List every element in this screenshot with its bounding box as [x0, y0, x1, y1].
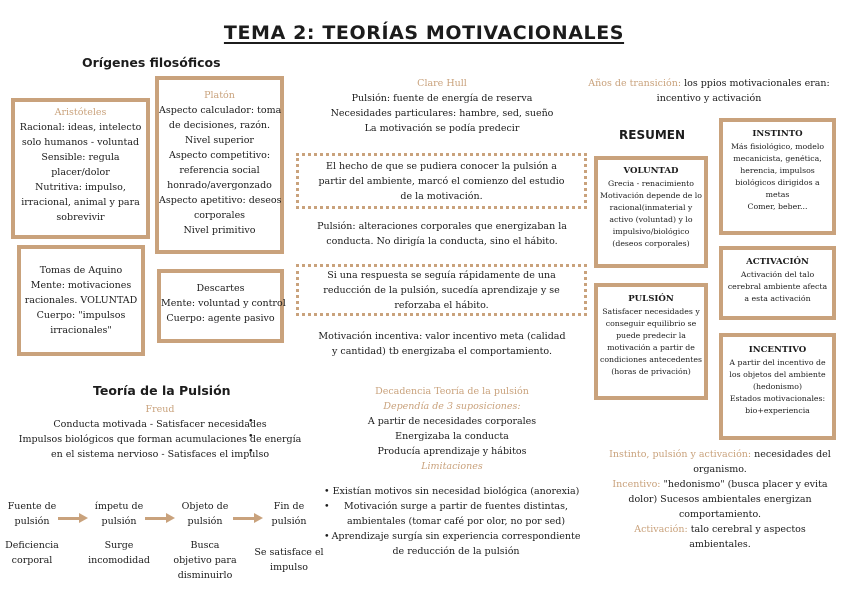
incentivo-name: INCENTIVO — [748, 345, 807, 355]
resumen-heading: RESUMEN — [619, 128, 686, 142]
pulsion-def-line: conducta. No dirigía la conducta, sino el hábito. — [326, 236, 558, 247]
aristoteles-line: Racional: ideas, intelecto — [19, 122, 142, 133]
flow-step-fin — [260, 499, 318, 529]
pulsion-line: condiciones antecedentes — [599, 355, 702, 364]
inc-text: comportamiento. — [678, 509, 762, 520]
incentiva-line: Motivación incentiva: valor incentivo meta (calidad — [318, 331, 566, 342]
aristoteles-line: Sensible: regula — [41, 152, 120, 163]
platon-line: Aspecto apetitivo: deseos — [159, 195, 282, 206]
pulsion-def-line: Pulsión: alteraciones corporales que energizaban la — [317, 221, 567, 232]
voluntad-box — [594, 156, 708, 268]
ipa-text: organismo. — [693, 464, 747, 475]
dotted-line: de la motivación. — [400, 191, 483, 202]
act-text: ambientales. — [689, 539, 751, 550]
voluntad-line: racional(inmaterial y — [609, 203, 693, 212]
origenes-heading: Orígenes filosóficos — [82, 55, 221, 70]
incentiva-line: y cantidad) tb energizaba el comportamiento. — [331, 346, 552, 357]
flow-result-line: Surge — [104, 540, 134, 551]
list-item: • Producía aprendizaje y hábitos — [316, 444, 588, 459]
instinto-box — [719, 118, 836, 235]
hull-name: Clare Hull — [417, 78, 467, 89]
pulsion-box — [594, 283, 708, 400]
arrow-icon — [58, 513, 88, 523]
list-item: • A partir de necesidades corporales — [316, 414, 588, 429]
platon-line: Aspecto competitivo: — [168, 150, 271, 161]
decadencia-heading: Decadencia Teoría de la pulsión — [375, 386, 529, 397]
voluntad-line: activo (voluntad) y lo — [609, 215, 693, 224]
bullet-icon: • — [324, 501, 330, 512]
incentivo-line: Estados motivacionales: — [729, 394, 826, 403]
instinto-line: biológicos dirigidos a — [735, 178, 820, 187]
inc-text: "hedonismo" (busca placer y evita — [660, 479, 828, 490]
descartes-box — [157, 269, 284, 343]
decadencia-subheading: Dependía de 3 suposiciones: — [383, 401, 521, 412]
dotted-line: reforzaba el hábito. — [394, 300, 489, 311]
limitaciones-label: Limitaciones — [421, 461, 483, 472]
tomas-line: Cuerpo: "impulsos — [36, 310, 126, 321]
incentivo-line: (hedonismo) — [752, 382, 802, 391]
hull-section — [294, 76, 590, 136]
hull-dotted-box-1 — [296, 153, 587, 209]
arrow-icon — [145, 513, 175, 523]
flow-result-objeto — [166, 538, 244, 583]
limitacion-line: ambientales (tomar café por olor, no por sed) — [346, 516, 566, 527]
instinto-line: Comer, beber... — [747, 202, 808, 211]
flow-result-line: Deficiencia — [5, 540, 59, 551]
tomas-line: racionales. VOLUNTAD — [24, 295, 138, 306]
transicion-text: los ppios motivacionales eran: — [681, 78, 830, 89]
flow-step-fuente — [0, 499, 64, 529]
flow-result-line: disminuirlo — [177, 570, 233, 581]
descartes-line: Descartes — [196, 283, 245, 294]
aristoteles-line: Nutritiva: impulso, — [35, 182, 126, 193]
activacion-name: ACTIVACIÓN — [746, 257, 809, 267]
arrow-icon — [233, 513, 263, 523]
list-item — [316, 484, 596, 499]
instinto-line: metas — [765, 190, 790, 199]
activacion-line: a esta activación — [744, 294, 811, 303]
tomas-line: Mente: motivaciones — [30, 280, 132, 291]
flow-step-title: Fin de — [273, 501, 305, 512]
hull-intro-line: Necesidades particulares: hambre, sed, sueño — [330, 108, 554, 119]
activacion-line: cerebral ambiente afecta — [727, 282, 828, 291]
flow-result-line: Busca — [190, 540, 220, 551]
list-item: • Energizaba la conducta — [316, 429, 588, 444]
hull-intro-line: Pulsión: fuente de energía de reserva — [351, 93, 533, 104]
teoria-heading: Teoría de la Pulsión — [93, 383, 231, 398]
voluntad-line: Grecia - renacimiento — [608, 179, 694, 188]
flow-step-impetu — [86, 499, 152, 529]
dotted-line: Si una respuesta se seguía rápidamente de una — [327, 270, 556, 281]
pulsion-line: puede predecir la — [616, 331, 686, 340]
flow-step-title: pulsión — [14, 516, 50, 527]
freud-line: Conducta motivada - Satisfacer necesidades — [53, 419, 267, 430]
aristoteles-line: placer/dolor — [51, 167, 110, 178]
inc-text: dolor) Sucesos ambientales energizan — [628, 494, 812, 505]
bullet-icon: • — [324, 486, 330, 497]
aristoteles-line: sobrevivir — [56, 212, 105, 223]
freud-name: Freud — [145, 404, 175, 415]
decadencia-section — [316, 384, 588, 474]
limitacion-line: Existían motivos sin necesidad biológica (anorexia) — [332, 486, 580, 497]
limitacion-line: Aprendizaje surgía sin experiencia correspondiente — [331, 531, 581, 542]
act-label: Activación: — [634, 524, 688, 535]
voluntad-line: impulsivo/biológico — [612, 227, 690, 236]
dotted-line: partir del ambiente, marcó el comienzo del estudio — [318, 176, 565, 187]
incentivo-line: bio+experiencia — [745, 406, 810, 415]
incentivo-box — [719, 333, 836, 440]
platon-line: referencia social — [179, 165, 260, 176]
platon-line: Aspecto calculador: toma — [159, 105, 282, 116]
incentivo-line: los objetos del ambiente — [729, 370, 826, 379]
pulsion-line: conseguir equilibrio se — [605, 319, 697, 328]
list-item — [316, 499, 596, 529]
list-item — [316, 529, 596, 559]
hull-intro-line: La motivación se podía predecir — [364, 123, 520, 134]
pulsion-line: Satisfacer necesidades y — [602, 307, 700, 316]
bullet-icon: • — [324, 531, 330, 542]
flow-step-objeto — [172, 499, 238, 529]
freud-line: Impulsos biológicos que forman acumulaciones de energía — [18, 434, 302, 445]
aristoteles-box — [11, 98, 150, 239]
transicion — [578, 76, 840, 106]
platon-name: Platón — [204, 90, 235, 101]
flow-result-line: objetivo para — [173, 555, 237, 566]
flow-step-title: pulsión — [271, 516, 307, 527]
flow-result-impetu — [80, 538, 158, 568]
flow-result-line: Se satisface el — [254, 547, 324, 558]
voluntad-name: VOLUNTAD — [623, 166, 679, 176]
aristoteles-line: solo humanos - voluntad — [21, 137, 140, 148]
suposiciones-list — [316, 414, 588, 459]
flow-step-title: pulsión — [187, 516, 223, 527]
pulsion-line: (horas de privación) — [611, 367, 691, 376]
flow-result-fuente — [0, 538, 64, 568]
aristoteles-line: irracional, animal y para — [21, 197, 140, 208]
tomas-line: Tomas de Aquino — [39, 265, 123, 276]
flow-step-title: Fuente de — [7, 501, 57, 512]
pulsion-line: motivación a partir de — [607, 343, 695, 352]
descartes-line: Mente: voluntad y control — [161, 298, 286, 309]
dotted-line: El hecho de que se pudiera conocer la pulsión a — [326, 161, 557, 172]
limitacion-line: de reducción de la pulsión — [392, 546, 520, 557]
flow-step-title: Objeto de — [181, 501, 229, 512]
instinto-line: herencia, impulsos — [740, 166, 815, 175]
flow-step-title: pulsión — [101, 516, 137, 527]
flow-result-line: impulso — [270, 562, 308, 573]
platon-line: Nivel primitivo — [183, 225, 256, 236]
instinto-line: Más fisiológico, modelo — [730, 142, 825, 151]
ipa-label: Instinto, pulsión y activación: — [609, 449, 752, 460]
voluntad-line: Motivación depende de lo — [600, 191, 702, 200]
flow-result-line: corporal — [11, 555, 53, 566]
act-text: talo cerebral y aspectos — [687, 524, 806, 535]
platon-box — [155, 76, 284, 254]
limitaciones-list — [316, 484, 596, 559]
page-title: TEMA 2: TEORÍAS MOTIVACIONALES — [223, 22, 625, 44]
instinto-name: INSTINTO — [752, 129, 803, 139]
aristoteles-name: Aristóteles — [54, 107, 107, 118]
voluntad-line: (deseos corporales) — [612, 239, 690, 248]
hull-dotted-box-2 — [296, 264, 587, 316]
transicion-label: Años de transición: — [588, 78, 682, 89]
platon-line: honrado/avergonzado — [167, 180, 272, 191]
platon-line: Nivel superior — [185, 135, 254, 146]
pulsion-name: PULSIÓN — [628, 294, 674, 304]
instinto-line: mecanicista, genética, — [733, 154, 822, 163]
limitacion-line: Motivación surge a partir de fuentes distintas, — [344, 501, 568, 512]
activacion-box — [719, 246, 836, 320]
freud-line: en el sistema nervioso - Satisfaces el impulso — [50, 449, 270, 460]
tomas-line: irracionales" — [50, 325, 112, 336]
platon-line: corporales — [193, 210, 246, 221]
tomas-box — [17, 245, 145, 356]
transicion-text: incentivo y activación — [656, 93, 762, 104]
summary-bottom — [596, 447, 844, 552]
flow-step-title: ímpetu de — [94, 501, 144, 512]
dotted-line: reducción de la pulsión, sucedía aprendizaje y se — [323, 285, 560, 296]
descartes-line: Cuerpo: agente pasivo — [166, 313, 275, 324]
platon-line: de decisiones, razón. — [168, 120, 271, 131]
hull-pulsion-definition — [294, 219, 590, 249]
activacion-line: Activación del talo — [740, 270, 815, 279]
inc-label: Incentivo: — [612, 479, 661, 490]
incentivo-line: A partir del incentivo de — [729, 358, 826, 367]
freud-section — [0, 402, 320, 462]
ipa-text: necesidades del — [751, 449, 831, 460]
flow-result-line: incomodidad — [88, 555, 150, 566]
hull-incentiva — [294, 329, 590, 359]
